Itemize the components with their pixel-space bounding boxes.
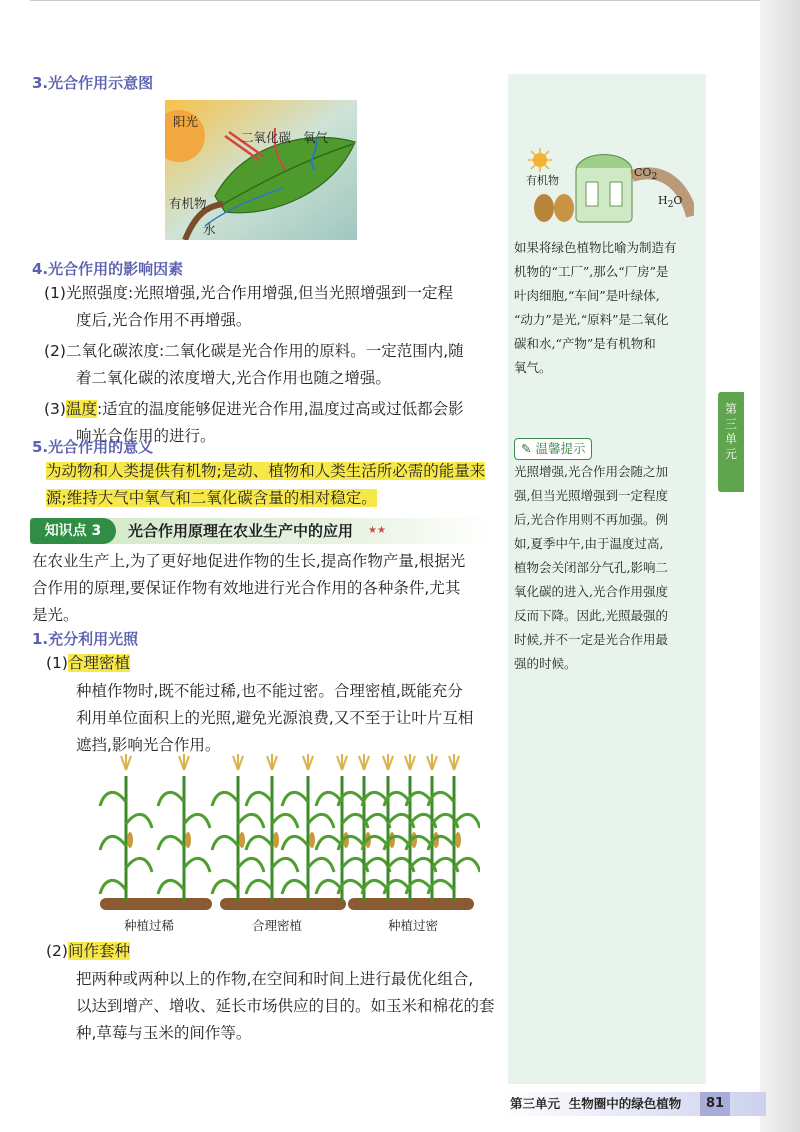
item-number: (2) <box>46 942 68 960</box>
h2o-sub: 2 <box>667 199 674 211</box>
unit-tab[interactable] <box>718 392 744 492</box>
side-line: 光照增强,光合作用会随之加 <box>514 464 668 479</box>
footer-chapter: 生物圈中的绿色植物 <box>568 1096 682 1111</box>
caption-sparse: 种植过稀 <box>124 918 175 933</box>
side-line: 碳和水,“产物”是有机物和 <box>514 336 656 351</box>
caption-dense: 种植过密 <box>388 918 439 933</box>
corn-plant <box>158 754 210 902</box>
side-line: 如,夏季中午,由于温度过高, <box>514 536 664 551</box>
text-line: 合作用的原理,要保证作物有效地进行光合作用的各种条件,尤其 <box>32 579 461 597</box>
page-edge <box>760 0 800 1132</box>
text-line: 以达到增产、增收、延长市场供应的目的。如玉米和棉花的套 <box>76 997 495 1015</box>
highlight-term: 温度 <box>65 400 97 418</box>
text-line: 是光。 <box>32 606 79 624</box>
corn-planting-illustration <box>96 752 480 934</box>
factory-illustration <box>524 146 694 232</box>
tab-char: 单 <box>724 432 737 446</box>
section-1-title: 1.充分利用光照 <box>32 630 139 648</box>
item-number: (1) <box>46 654 68 672</box>
tab-char: 第 <box>724 402 737 416</box>
corn-plant <box>100 754 152 902</box>
co2-sub: 2 <box>651 171 658 183</box>
corn-plant <box>316 754 368 902</box>
factors-list <box>44 280 504 450</box>
tab-char: 元 <box>724 447 737 461</box>
side-line: 强,但当光照增强到一定程度 <box>514 488 668 503</box>
intro-paragraph <box>32 548 502 629</box>
corn-plant <box>384 754 436 902</box>
text-line: 把两种或两种以上的作物,在空间和时间上进行最优化组合, <box>76 970 474 988</box>
side-line: 时候,并不一定是光合作用最 <box>514 632 668 647</box>
top-border <box>30 0 800 15</box>
factor-item <box>44 280 504 307</box>
diagram-label-organic: 有机物 <box>169 196 207 211</box>
tips-text <box>514 460 704 676</box>
factor-item <box>44 338 504 365</box>
tab-char: 三 <box>724 417 737 431</box>
item-text-cont: 度后,光合作用不再增强。 <box>76 311 252 329</box>
difficulty-stars: ★★ <box>368 525 386 536</box>
item-number: (3) <box>44 400 66 418</box>
intercropping-text <box>76 966 506 1047</box>
o-text: O <box>673 194 683 207</box>
side-line: 如果将绿色植物比喻为制造有 <box>514 240 677 255</box>
caption-reasonable: 合理密植 <box>252 918 303 933</box>
knowledge-point-badge: 知识点 3 <box>30 518 116 544</box>
page-number: 81 <box>700 1092 730 1116</box>
item-number: (2) <box>44 342 66 360</box>
section-5-title: 5.光合作用的意义 <box>32 438 154 456</box>
factory-analogy-text <box>514 236 704 380</box>
diagram-label-sunlight: 阳光 <box>173 114 199 129</box>
side-line: 反而下降。因此,光照最强的 <box>514 608 668 623</box>
item-text-cont: 着二氧化碳的浓度增大,光合作用也随之增强。 <box>76 369 391 387</box>
item-text-cont: 响光合作用的进行。 <box>76 427 216 445</box>
side-line: 叶肉细胞,“车间”是叶绿体, <box>514 288 660 303</box>
side-line: “动力”是光,“原料”是二氧化 <box>514 312 669 327</box>
soil-strip <box>100 898 212 910</box>
tips-icon: ✎ <box>521 441 532 456</box>
factory-label-h2o <box>658 194 682 212</box>
text-line: 种植作物时,既不能过稀,也不能过密。合理密植,既能充分 <box>76 682 463 700</box>
text-line: 在农业生产上,为了更好地促进作物的生长,提高作物产量,根据光 <box>32 552 466 570</box>
tips-label: 温馨提示 <box>535 441 586 456</box>
co2-text: CO <box>634 166 652 179</box>
significance-text <box>46 458 506 512</box>
corn-plant <box>338 754 390 902</box>
factory-label-co2 <box>634 166 657 184</box>
corn-plant <box>362 754 414 902</box>
text-line: 遮挡,影响光合作用。 <box>76 736 221 754</box>
footer-title <box>510 1092 681 1116</box>
side-line: 强的时候。 <box>514 656 577 671</box>
tips-badge <box>514 438 592 460</box>
item-text: :适宜的温度能够促进光合作用,温度过高或过低都会影 <box>96 400 464 418</box>
factor-item <box>44 396 504 423</box>
section-4-title: 4.光合作用的影响因素 <box>32 260 184 278</box>
factory-label-organic: 有机物 <box>526 174 559 187</box>
text-line: 种,草莓与玉米的间作等。 <box>76 1024 252 1042</box>
significance-line-2: 源;维持大气中氧气和二氧化碳含量的相对稳定。 <box>46 489 377 507</box>
knowledge-point-title: 光合作用原理在农业生产中的应用 <box>128 522 354 540</box>
side-line: 氧化碳的进入,光合作用强度 <box>514 584 668 599</box>
h-text: H <box>658 194 668 207</box>
side-line: 氧气。 <box>514 360 552 375</box>
highlight-term: 合理密植 <box>67 654 130 672</box>
diagram-label-co2: 二氧化碳 <box>241 130 292 145</box>
section-3-title: 3.光合作用示意图 <box>32 74 154 92</box>
item-number: (1) <box>44 284 66 302</box>
highlight-term: 间作套种 <box>67 942 130 960</box>
photosynthesis-diagram <box>165 100 357 240</box>
diagram-label-oxygen: 氧气 <box>303 130 329 145</box>
item-text: 光照强度:光照增强,光合作用增强,但当光照增强到一定程 <box>65 284 454 302</box>
footer-unit: 第三单元 <box>510 1096 561 1111</box>
text-line: 利用单位面积上的光照,避免光源浪费,又不至于让叶片互相 <box>76 709 474 727</box>
side-line: 后,光合作用则不再加强。例 <box>514 512 668 527</box>
dense-planting-text <box>76 678 506 759</box>
side-line: 植物会关闭部分气孔,影响二 <box>514 560 668 575</box>
item-text: 二氧化碳浓度:二氧化碳是光合作用的原料。一定范围内,随 <box>65 342 464 360</box>
side-line: 机物的“工厂”,那么“厂房”是 <box>514 264 669 279</box>
sub-heading-2 <box>46 938 130 965</box>
diagram-label-water: 水 <box>203 222 216 237</box>
significance-line-1: 为动物和人类提供有机物;是动、植物和人类生活所必需的能量来 <box>46 462 486 480</box>
sub-heading-1 <box>46 650 130 677</box>
